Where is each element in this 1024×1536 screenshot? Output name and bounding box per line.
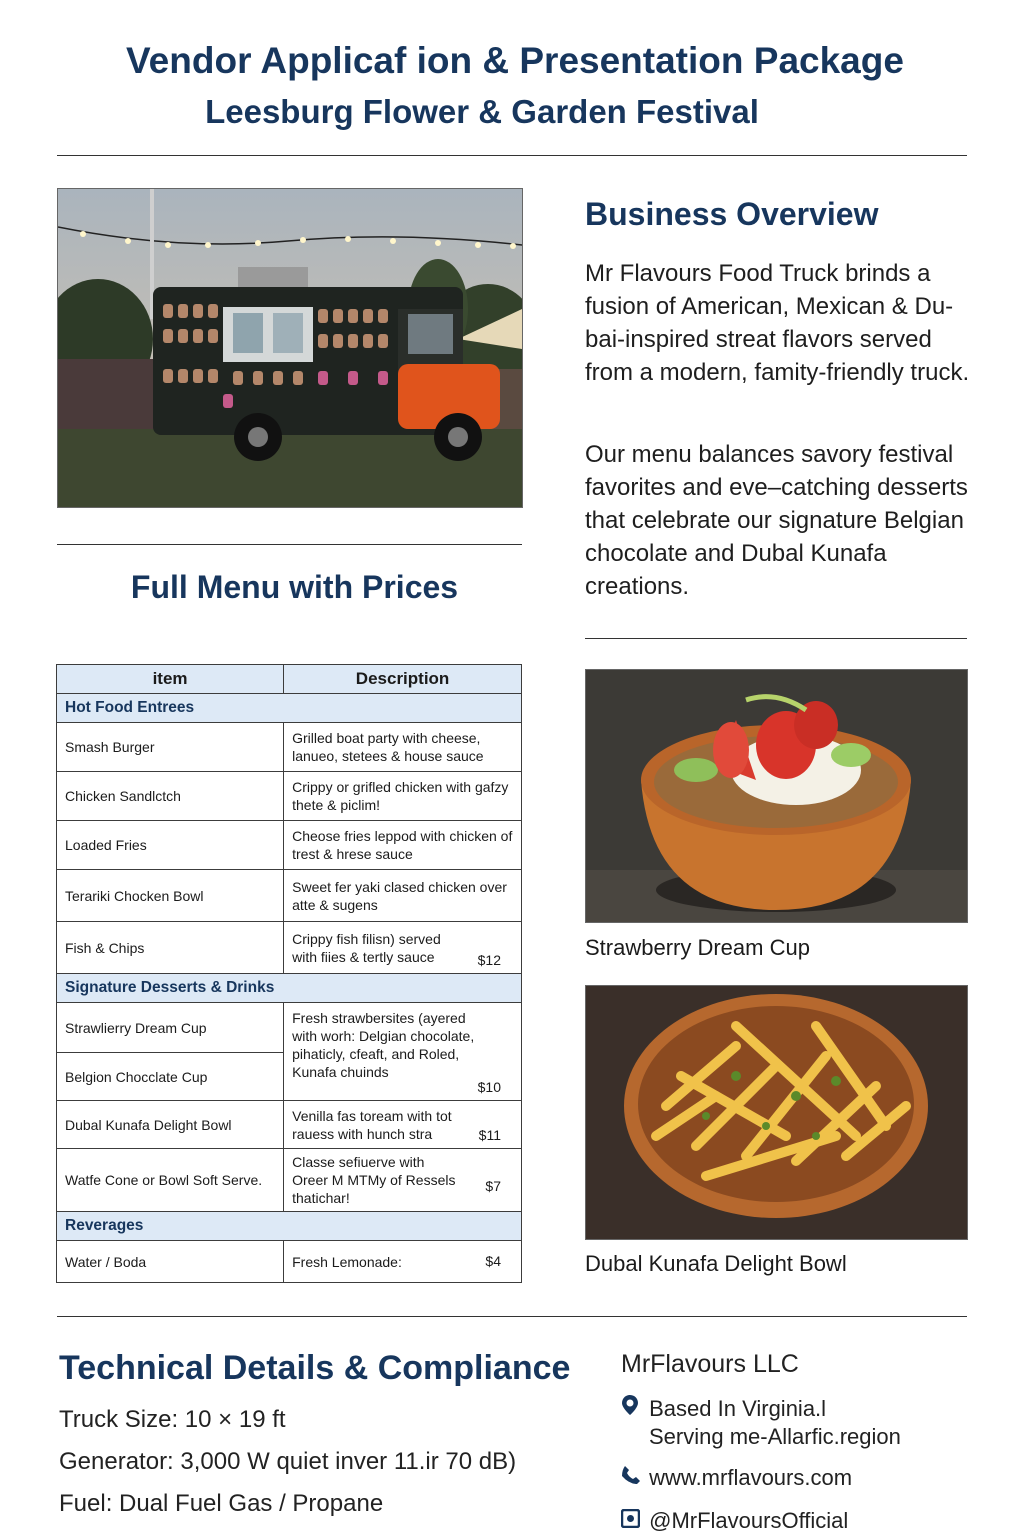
menu-item-price: $4 xyxy=(485,1253,501,1269)
social-handle-link[interactable]: @MrFlavoursOfficial xyxy=(649,1508,849,1533)
menu-item-description: Cheose fries leppod with chicken of trest & hrese sauce xyxy=(292,828,513,862)
menu-item-price: $10 xyxy=(477,1079,501,1095)
menu-table xyxy=(56,664,522,1283)
section-row xyxy=(57,1212,522,1241)
company-name: MrFlavours LLC xyxy=(621,1350,799,1378)
table-row xyxy=(57,922,522,974)
kunafa-bowl-illustration xyxy=(586,986,967,1239)
section-label-beverages: Reverages xyxy=(57,1212,522,1241)
location-line-2: Serving me-Allarfic.region xyxy=(649,1424,901,1449)
table-row xyxy=(57,772,522,821)
truck-size-line: Truck Size: 10 × 19 ft xyxy=(59,1406,286,1433)
section-row xyxy=(57,694,522,723)
instagram-icon xyxy=(621,1508,643,1534)
menu-table-wrapper xyxy=(56,664,522,1283)
table-row xyxy=(57,1003,522,1053)
menu-item-price: $12 xyxy=(477,952,501,968)
menu-item-price: $11 xyxy=(478,1127,501,1143)
menu-item-name: Loaded Fries xyxy=(57,821,284,870)
menu-item-description: Crippy fish filisn) served with fiies & tertly sauce xyxy=(292,930,441,965)
food-truck-illustration xyxy=(58,189,522,507)
column-header-description: Description xyxy=(284,665,522,694)
website-link[interactable]: www.mrflavours.com xyxy=(649,1465,853,1490)
menu-item-name: Dubal Kunafa Delight Bowl xyxy=(57,1101,284,1149)
menu-item-description: Venilla fas toream with tot rauess with hunch stra xyxy=(292,1107,452,1142)
table-row xyxy=(57,723,522,772)
menu-heading: Full Menu with Prices xyxy=(130,569,459,605)
section-label-desserts-drinks: Signature Desserts & Drinks xyxy=(57,974,522,1003)
section-row xyxy=(57,974,522,1003)
table-row xyxy=(57,1149,522,1212)
menu-item-name: Watfe Cone or Bowl Soft Serve. xyxy=(57,1149,284,1212)
table-row xyxy=(57,1101,522,1149)
column-header-item: item xyxy=(57,665,284,694)
menu-divider xyxy=(57,544,522,545)
table-row xyxy=(57,821,522,870)
menu-item-price: $7 xyxy=(485,1178,501,1194)
menu-table-header xyxy=(57,665,522,694)
table-row xyxy=(57,1241,522,1283)
menu-item-name: Fish & Chips xyxy=(57,922,284,974)
generator-line: Generator: 3,000 W quiet inver 11.ir 70 dB) xyxy=(59,1448,517,1475)
menu-item-description: Grilled boat party with cheese, lanueo, stetees & house sauce xyxy=(292,730,484,764)
overview-paragraph-1: Mr Flavours Food Truck brinds a fusion of American, Mexican & Du-bai-inspired streat flavors served from a modern, famity-friendly truck. xyxy=(585,260,970,386)
location-block xyxy=(621,1394,826,1422)
table-row xyxy=(57,870,522,922)
overview-divider xyxy=(585,638,967,639)
technical-heading: Technical Details & Compliance xyxy=(59,1349,571,1387)
kunafa-caption: Dubal Kunafa Delight Bowl xyxy=(585,1251,847,1276)
menu-item-description: Sweet fer yaki clased chicken over atte & sugens xyxy=(292,878,507,913)
menu-item-description: Classe sefiuerve with Oreer M MTMy of Ressels thatichar! xyxy=(292,1154,456,1206)
strawberry-cup-illustration xyxy=(586,670,967,922)
fuel-line: Fuel: Dual Fuel Gas / Propane xyxy=(59,1490,384,1517)
strawberry-caption: Strawberry Dream Cup xyxy=(585,935,810,960)
menu-item-name: Terariki Chocken Bowl xyxy=(57,870,284,922)
menu-item-description: Fresh Lemonade: xyxy=(292,1253,402,1270)
social-block xyxy=(621,1508,848,1534)
phone-icon xyxy=(621,1465,643,1491)
strawberry-dream-cup-photo xyxy=(585,669,968,923)
website-block xyxy=(621,1465,852,1491)
location-line-1: Based In Virginia.l xyxy=(649,1396,827,1421)
menu-item-name: Strawlierry Dream Cup xyxy=(57,1003,284,1053)
menu-item-name: Chicken Sandlctch xyxy=(57,772,284,821)
food-truck-photo xyxy=(57,188,523,508)
kunafa-bowl-photo xyxy=(585,985,968,1240)
overview-paragraph-2: Our menu balances savory festival favorites and eve–catching desserts that celebrate our signature Belgian chocolate and Dubal Kunafa creations. xyxy=(585,441,968,600)
location-pin-icon xyxy=(621,1394,643,1422)
section-label-hot-food: Hot Food Entrees xyxy=(57,694,522,723)
document-subtitle: Leesburg Flower & Garden Festival xyxy=(205,93,759,130)
business-overview-heading: Business Overview xyxy=(585,196,879,232)
footer-divider xyxy=(57,1316,967,1317)
menu-item-name: Belgion Chocclate Cup xyxy=(57,1053,284,1101)
header-divider xyxy=(57,155,967,156)
menu-item-description: Crippy or grifled chicken with gafzy thete & piclim! xyxy=(292,779,509,813)
menu-item-description: Fresh strawbersites (ayered with worh: Delgian chocolate, pihaticly, cfeaft, and Roled, Kunafa chuinds xyxy=(292,1010,475,1080)
menu-item-name: Smash Burger xyxy=(57,723,284,772)
menu-item-name: Water / Boda xyxy=(57,1241,284,1283)
document-title: Vendor Applicaf ion & Presentation Package xyxy=(126,40,904,81)
